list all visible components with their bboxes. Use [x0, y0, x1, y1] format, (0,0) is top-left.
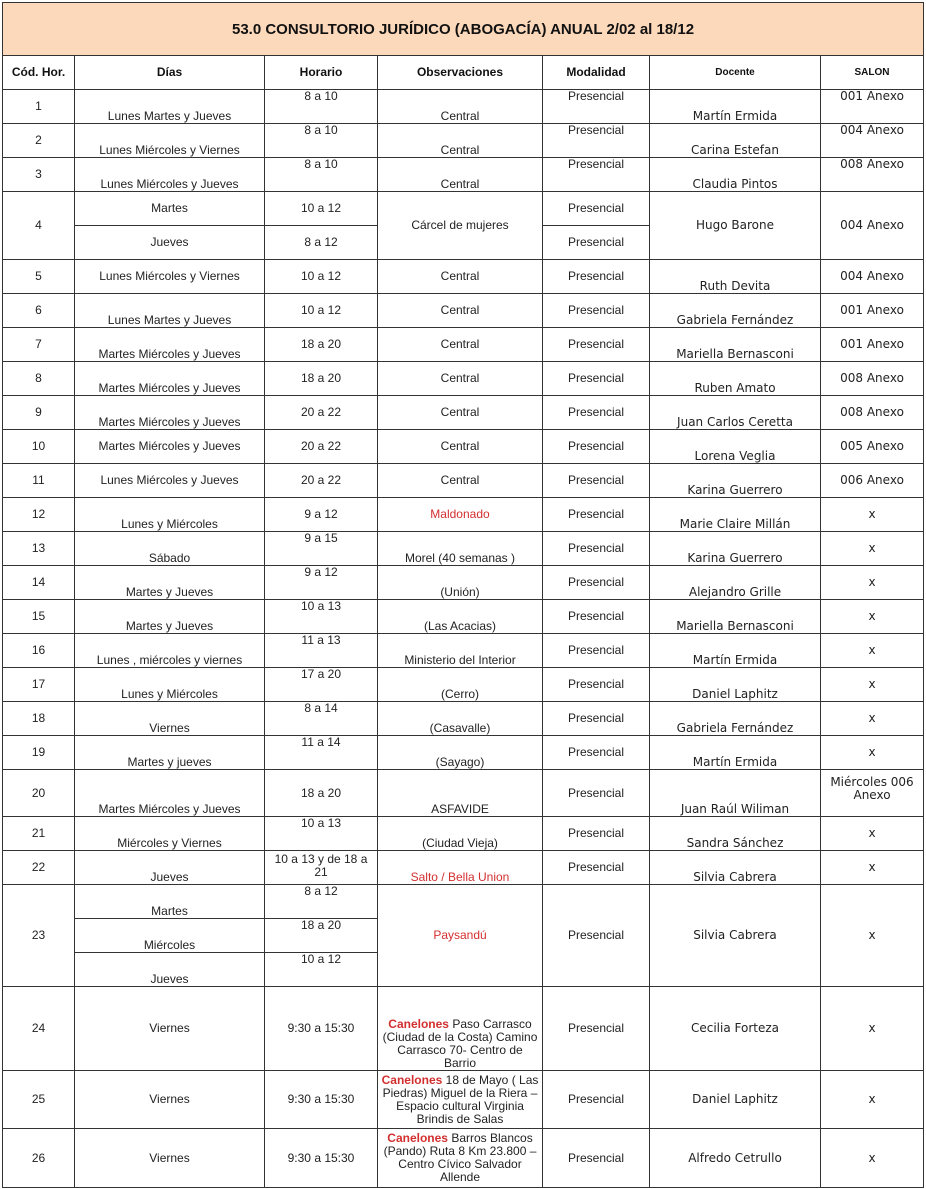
docente-cell: Silvia Cabrera: [650, 885, 821, 987]
salon-cell: 008 Anexo: [821, 158, 924, 192]
salon-cell: x: [821, 634, 924, 668]
salon-cell: Miércoles 006 Anexo: [821, 770, 924, 817]
cod-cell: 19: [3, 736, 75, 770]
dias-cell: Viernes: [75, 1129, 265, 1188]
horario-cell: 9:30 a 15:30: [265, 987, 378, 1071]
cod-cell: 17: [3, 668, 75, 702]
docente-cell: Claudia Pintos: [650, 158, 821, 192]
table-row: [3, 566, 924, 600]
obs-cell: [378, 1129, 543, 1188]
modalidad-cell: Presencial: [543, 294, 650, 328]
table-row: [3, 498, 924, 532]
salon-cell: x: [821, 736, 924, 770]
obs-cell: Morel (40 semanas ): [378, 532, 543, 566]
cod-cell: 5: [3, 260, 75, 294]
docente-cell: Marie Claire Millán: [650, 498, 821, 532]
table-row: [3, 702, 924, 736]
docente-cell: Ruth Devita: [650, 260, 821, 294]
table-row: [3, 90, 924, 124]
salon-cell: x: [821, 702, 924, 736]
header-cod: Cód. Hor.: [3, 56, 75, 90]
modalidad-cell: Presencial: [543, 885, 650, 987]
table-row: [3, 192, 924, 226]
cod-cell: 10: [3, 430, 75, 464]
salon-cell: x: [821, 1129, 924, 1188]
obs-cell: Central: [378, 430, 543, 464]
docente-cell: Martín Ermida: [650, 634, 821, 668]
modalidad-cell: Presencial: [543, 987, 650, 1071]
dias-cell: Martes Miércoles y Jueves: [75, 328, 265, 362]
cod-cell: 15: [3, 600, 75, 634]
horario-cell: 8 a 10: [265, 158, 378, 192]
header-salon: SALON: [821, 56, 924, 90]
modalidad-cell: Presencial: [543, 192, 650, 226]
dias-cell: Lunes Miércoles y Viernes: [75, 260, 265, 294]
cod-cell: 20: [3, 770, 75, 817]
horario-cell: 11 a 14: [265, 736, 378, 770]
table-row: [3, 328, 924, 362]
obs-cell: Central: [378, 362, 543, 396]
horario-cell: 10 a 13: [265, 817, 378, 851]
docente-cell: Karina Guerrero: [650, 532, 821, 566]
page-title: 53.0 CONSULTORIO JURÍDICO (ABOGACÍA) ANUAL 2/02 al 18/12: [3, 3, 924, 56]
docente-cell: Martín Ermida: [650, 90, 821, 124]
modalidad-cell: Presencial: [543, 362, 650, 396]
dias-cell: Lunes y Miércoles: [75, 668, 265, 702]
docente-cell: Hugo Barone: [650, 192, 821, 260]
dias-cell: Martes Miércoles y Jueves: [75, 362, 265, 396]
modalidad-cell: Presencial: [543, 1071, 650, 1129]
obs-text: 18 de Mayo ( Las Piedras) Miguel de la Riera – Espacio cultural Virginia Brindis de Salas: [382, 1072, 539, 1126]
modalidad-cell: Presencial: [543, 770, 650, 817]
horario-cell: 9 a 12: [265, 566, 378, 600]
modalidad-cell: Presencial: [543, 817, 650, 851]
horario-cell: 9:30 a 15:30: [265, 1071, 378, 1129]
obs-prefix: Canelones: [388, 1017, 449, 1031]
horario-cell: 8 a 10: [265, 124, 378, 158]
modalidad-cell: Presencial: [543, 668, 650, 702]
cod-cell: 22: [3, 851, 75, 885]
docente-cell: Mariella Bernasconi: [650, 600, 821, 634]
header-row: [3, 56, 924, 90]
dias-cell: Martes: [75, 885, 265, 919]
dias-cell: Lunes Miércoles y Jueves: [75, 464, 265, 498]
table-row: [3, 464, 924, 498]
horario-cell: 8 a 12: [265, 226, 378, 260]
table-row: [3, 294, 924, 328]
cod-cell: 18: [3, 702, 75, 736]
horario-cell: 20 a 22: [265, 396, 378, 430]
docente-cell: Juan Raúl Wiliman: [650, 770, 821, 817]
horario-cell: 11 a 13: [265, 634, 378, 668]
table-row: [3, 158, 924, 192]
salon-cell: 005 Anexo: [821, 430, 924, 464]
salon-cell: x: [821, 851, 924, 885]
cod-cell: 8: [3, 362, 75, 396]
cod-cell: 14: [3, 566, 75, 600]
docente-cell: Sandra Sánchez: [650, 817, 821, 851]
modalidad-cell: Presencial: [543, 328, 650, 362]
horario-cell: 10 a 12: [265, 953, 378, 987]
modalidad-cell: Presencial: [543, 260, 650, 294]
obs-text: Barros Blancos (Pando) Ruta 8 Km 23.800 – Centro Cívico Salvador Allende: [383, 1131, 537, 1184]
obs-cell: (Cerro): [378, 668, 543, 702]
cod-cell: 13: [3, 532, 75, 566]
header-docente: Docente: [650, 56, 821, 90]
obs-cell: Central: [378, 158, 543, 192]
salon-cell: x: [821, 498, 924, 532]
obs-cell: Central: [378, 294, 543, 328]
obs-cell: Central: [378, 90, 543, 124]
obs-cell: [378, 987, 543, 1071]
dias-cell: Lunes Miércoles y Viernes: [75, 124, 265, 158]
docente-cell: Karina Guerrero: [650, 464, 821, 498]
modalidad-cell: Presencial: [543, 1129, 650, 1188]
modalidad-cell: Presencial: [543, 158, 650, 192]
table-row: [3, 260, 924, 294]
obs-cell: Paysandú: [378, 885, 543, 987]
obs-cell: [378, 1071, 543, 1129]
salon-cell: 004 Anexo: [821, 260, 924, 294]
table-row: [3, 600, 924, 634]
dias-cell: Jueves: [75, 851, 265, 885]
obs-cell: (Casavalle): [378, 702, 543, 736]
cod-cell: 6: [3, 294, 75, 328]
table-row: [3, 817, 924, 851]
salon-cell: x: [821, 668, 924, 702]
obs-prefix: Canelones: [381, 1072, 443, 1087]
modalidad-cell: Presencial: [543, 736, 650, 770]
header-horario: Horario: [265, 56, 378, 90]
table-row: [3, 430, 924, 464]
salon-cell: 008 Anexo: [821, 396, 924, 430]
salon-cell: x: [821, 987, 924, 1071]
table-row: [3, 770, 924, 817]
docente-cell: Ruben Amato: [650, 362, 821, 396]
salon-cell: x: [821, 600, 924, 634]
modalidad-cell: Presencial: [543, 498, 650, 532]
obs-cell: Central: [378, 328, 543, 362]
header-dias: Días: [75, 56, 265, 90]
cod-cell: 24: [3, 987, 75, 1071]
salon-cell: 004 Anexo: [821, 192, 924, 260]
header-observaciones: Observaciones: [378, 56, 543, 90]
salon-cell: 001 Anexo: [821, 90, 924, 124]
docente-cell: Alejandro Grille: [650, 566, 821, 600]
header-modalidad: Modalidad: [543, 56, 650, 90]
cod-cell: 4: [3, 192, 75, 260]
modalidad-cell: Presencial: [543, 702, 650, 736]
cod-cell: 2: [3, 124, 75, 158]
modalidad-cell: Presencial: [543, 430, 650, 464]
salon-cell: 006 Anexo: [821, 464, 924, 498]
dias-cell: Martes Miércoles y Jueves: [75, 430, 265, 464]
modalidad-cell: Presencial: [543, 600, 650, 634]
horario-cell: 8 a 10: [265, 90, 378, 124]
modalidad-cell: Presencial: [543, 464, 650, 498]
obs-cell: Central: [378, 124, 543, 158]
cod-cell: 3: [3, 158, 75, 192]
obs-cell: Central: [378, 396, 543, 430]
table-row: [3, 396, 924, 430]
docente-cell: Gabriela Fernández: [650, 294, 821, 328]
dias-cell: Martes: [75, 192, 265, 226]
dias-cell: Lunes Miércoles y Jueves: [75, 158, 265, 192]
horario-cell: 9 a 15: [265, 532, 378, 566]
table-row: [3, 885, 924, 919]
dias-cell: Miércoles: [75, 919, 265, 953]
schedule-table: [2, 2, 924, 1188]
table-row: [3, 362, 924, 396]
dias-cell: Sábado: [75, 532, 265, 566]
horario-cell: 20 a 22: [265, 464, 378, 498]
obs-cell: Cárcel de mujeres: [378, 192, 543, 260]
dias-cell: Lunes y Miércoles: [75, 498, 265, 532]
table-row: [3, 1071, 924, 1129]
modalidad-cell: Presencial: [543, 90, 650, 124]
table-row: [3, 532, 924, 566]
dias-cell: Lunes , miércoles y viernes: [75, 634, 265, 668]
obs-cell: (Unión): [378, 566, 543, 600]
obs-cell: Ministerio del Interior: [378, 634, 543, 668]
dias-cell: Lunes Martes y Jueves: [75, 90, 265, 124]
modalidad-cell: Presencial: [543, 396, 650, 430]
dias-cell: Martes Miércoles y Jueves: [75, 396, 265, 430]
docente-cell: Silvia Cabrera: [650, 851, 821, 885]
dias-cell: Martes y Jueves: [75, 566, 265, 600]
docente-cell: Daniel Laphitz: [650, 1071, 821, 1129]
cod-cell: 26: [3, 1129, 75, 1188]
horario-cell: 10 a 12: [265, 294, 378, 328]
cod-cell: 7: [3, 328, 75, 362]
salon-cell: 001 Anexo: [821, 328, 924, 362]
docente-cell: Martín Ermida: [650, 736, 821, 770]
docente-cell: Carina Estefan: [650, 124, 821, 158]
docente-cell: Mariella Bernasconi: [650, 328, 821, 362]
obs-cell: Central: [378, 260, 543, 294]
table-row: [3, 987, 924, 1071]
dias-cell: Lunes Martes y Jueves: [75, 294, 265, 328]
dias-cell: Martes Miércoles y Jueves: [75, 770, 265, 817]
salon-cell: x: [821, 532, 924, 566]
modalidad-cell: Presencial: [543, 532, 650, 566]
dias-cell: Viernes: [75, 1071, 265, 1129]
salon-cell: x: [821, 1071, 924, 1129]
dias-cell: Viernes: [75, 702, 265, 736]
horario-cell: 9:30 a 15:30: [265, 1129, 378, 1188]
obs-cell: (Sayago): [378, 736, 543, 770]
obs-prefix: Canelones: [387, 1131, 448, 1145]
obs-text: Paso Carrasco (Ciudad de la Costa) Camino Carrasco 70- Centro de Barrio: [382, 1017, 538, 1070]
table-row: [3, 124, 924, 158]
dias-cell: Jueves: [75, 953, 265, 987]
horario-cell: 18 a 20: [265, 362, 378, 396]
table-row: [3, 736, 924, 770]
cod-cell: 25: [3, 1071, 75, 1129]
cod-cell: 12: [3, 498, 75, 532]
docente-cell: Lorena Veglia: [650, 430, 821, 464]
dias-cell: Martes y jueves: [75, 736, 265, 770]
cod-cell: 21: [3, 817, 75, 851]
horario-cell: 9 a 12: [265, 498, 378, 532]
dias-cell: Miércoles y Viernes: [75, 817, 265, 851]
horario-cell: 10 a 13: [265, 600, 378, 634]
horario-cell: 17 a 20: [265, 668, 378, 702]
horario-cell: 10 a 13 y de 18 a 21: [265, 851, 378, 885]
dias-cell: Viernes: [75, 987, 265, 1071]
salon-cell: x: [821, 885, 924, 987]
table-row: [3, 1129, 924, 1188]
dias-cell: Jueves: [75, 226, 265, 260]
obs-cell: Central: [378, 464, 543, 498]
obs-cell: Maldonado: [378, 498, 543, 532]
docente-cell: Gabriela Fernández: [650, 702, 821, 736]
salon-cell: x: [821, 566, 924, 600]
docente-cell: Daniel Laphitz: [650, 668, 821, 702]
cod-cell: 16: [3, 634, 75, 668]
table-row: [3, 634, 924, 668]
horario-cell: 18 a 20: [265, 328, 378, 362]
salon-cell: 001 Anexo: [821, 294, 924, 328]
obs-cell: ASFAVIDE: [378, 770, 543, 817]
obs-cell: Salto / Bella Union: [378, 851, 543, 885]
horario-cell: 8 a 12: [265, 885, 378, 919]
salon-cell: x: [821, 817, 924, 851]
cod-cell: 1: [3, 90, 75, 124]
horario-cell: 10 a 12: [265, 192, 378, 226]
cod-cell: 9: [3, 396, 75, 430]
modalidad-cell: Presencial: [543, 226, 650, 260]
horario-cell: 18 a 20: [265, 770, 378, 817]
cod-cell: 11: [3, 464, 75, 498]
modalidad-cell: Presencial: [543, 634, 650, 668]
dias-cell: Martes y Jueves: [75, 600, 265, 634]
cod-cell: 23: [3, 885, 75, 987]
horario-cell: 20 a 22: [265, 430, 378, 464]
modalidad-cell: Presencial: [543, 124, 650, 158]
horario-cell: 18 a 20: [265, 919, 378, 953]
docente-cell: Juan Carlos Ceretta: [650, 396, 821, 430]
table-row: [3, 851, 924, 885]
modalidad-cell: Presencial: [543, 851, 650, 885]
salon-cell: 008 Anexo: [821, 362, 924, 396]
docente-cell: Cecilia Forteza: [650, 987, 821, 1071]
horario-cell: 10 a 12: [265, 260, 378, 294]
docente-cell: Alfredo Cetrullo: [650, 1129, 821, 1188]
table-row: [3, 668, 924, 702]
salon-cell: 004 Anexo: [821, 124, 924, 158]
modalidad-cell: Presencial: [543, 566, 650, 600]
horario-cell: 8 a 14: [265, 702, 378, 736]
obs-cell: (Ciudad Vieja): [378, 817, 543, 851]
obs-cell: (Las Acacias): [378, 600, 543, 634]
